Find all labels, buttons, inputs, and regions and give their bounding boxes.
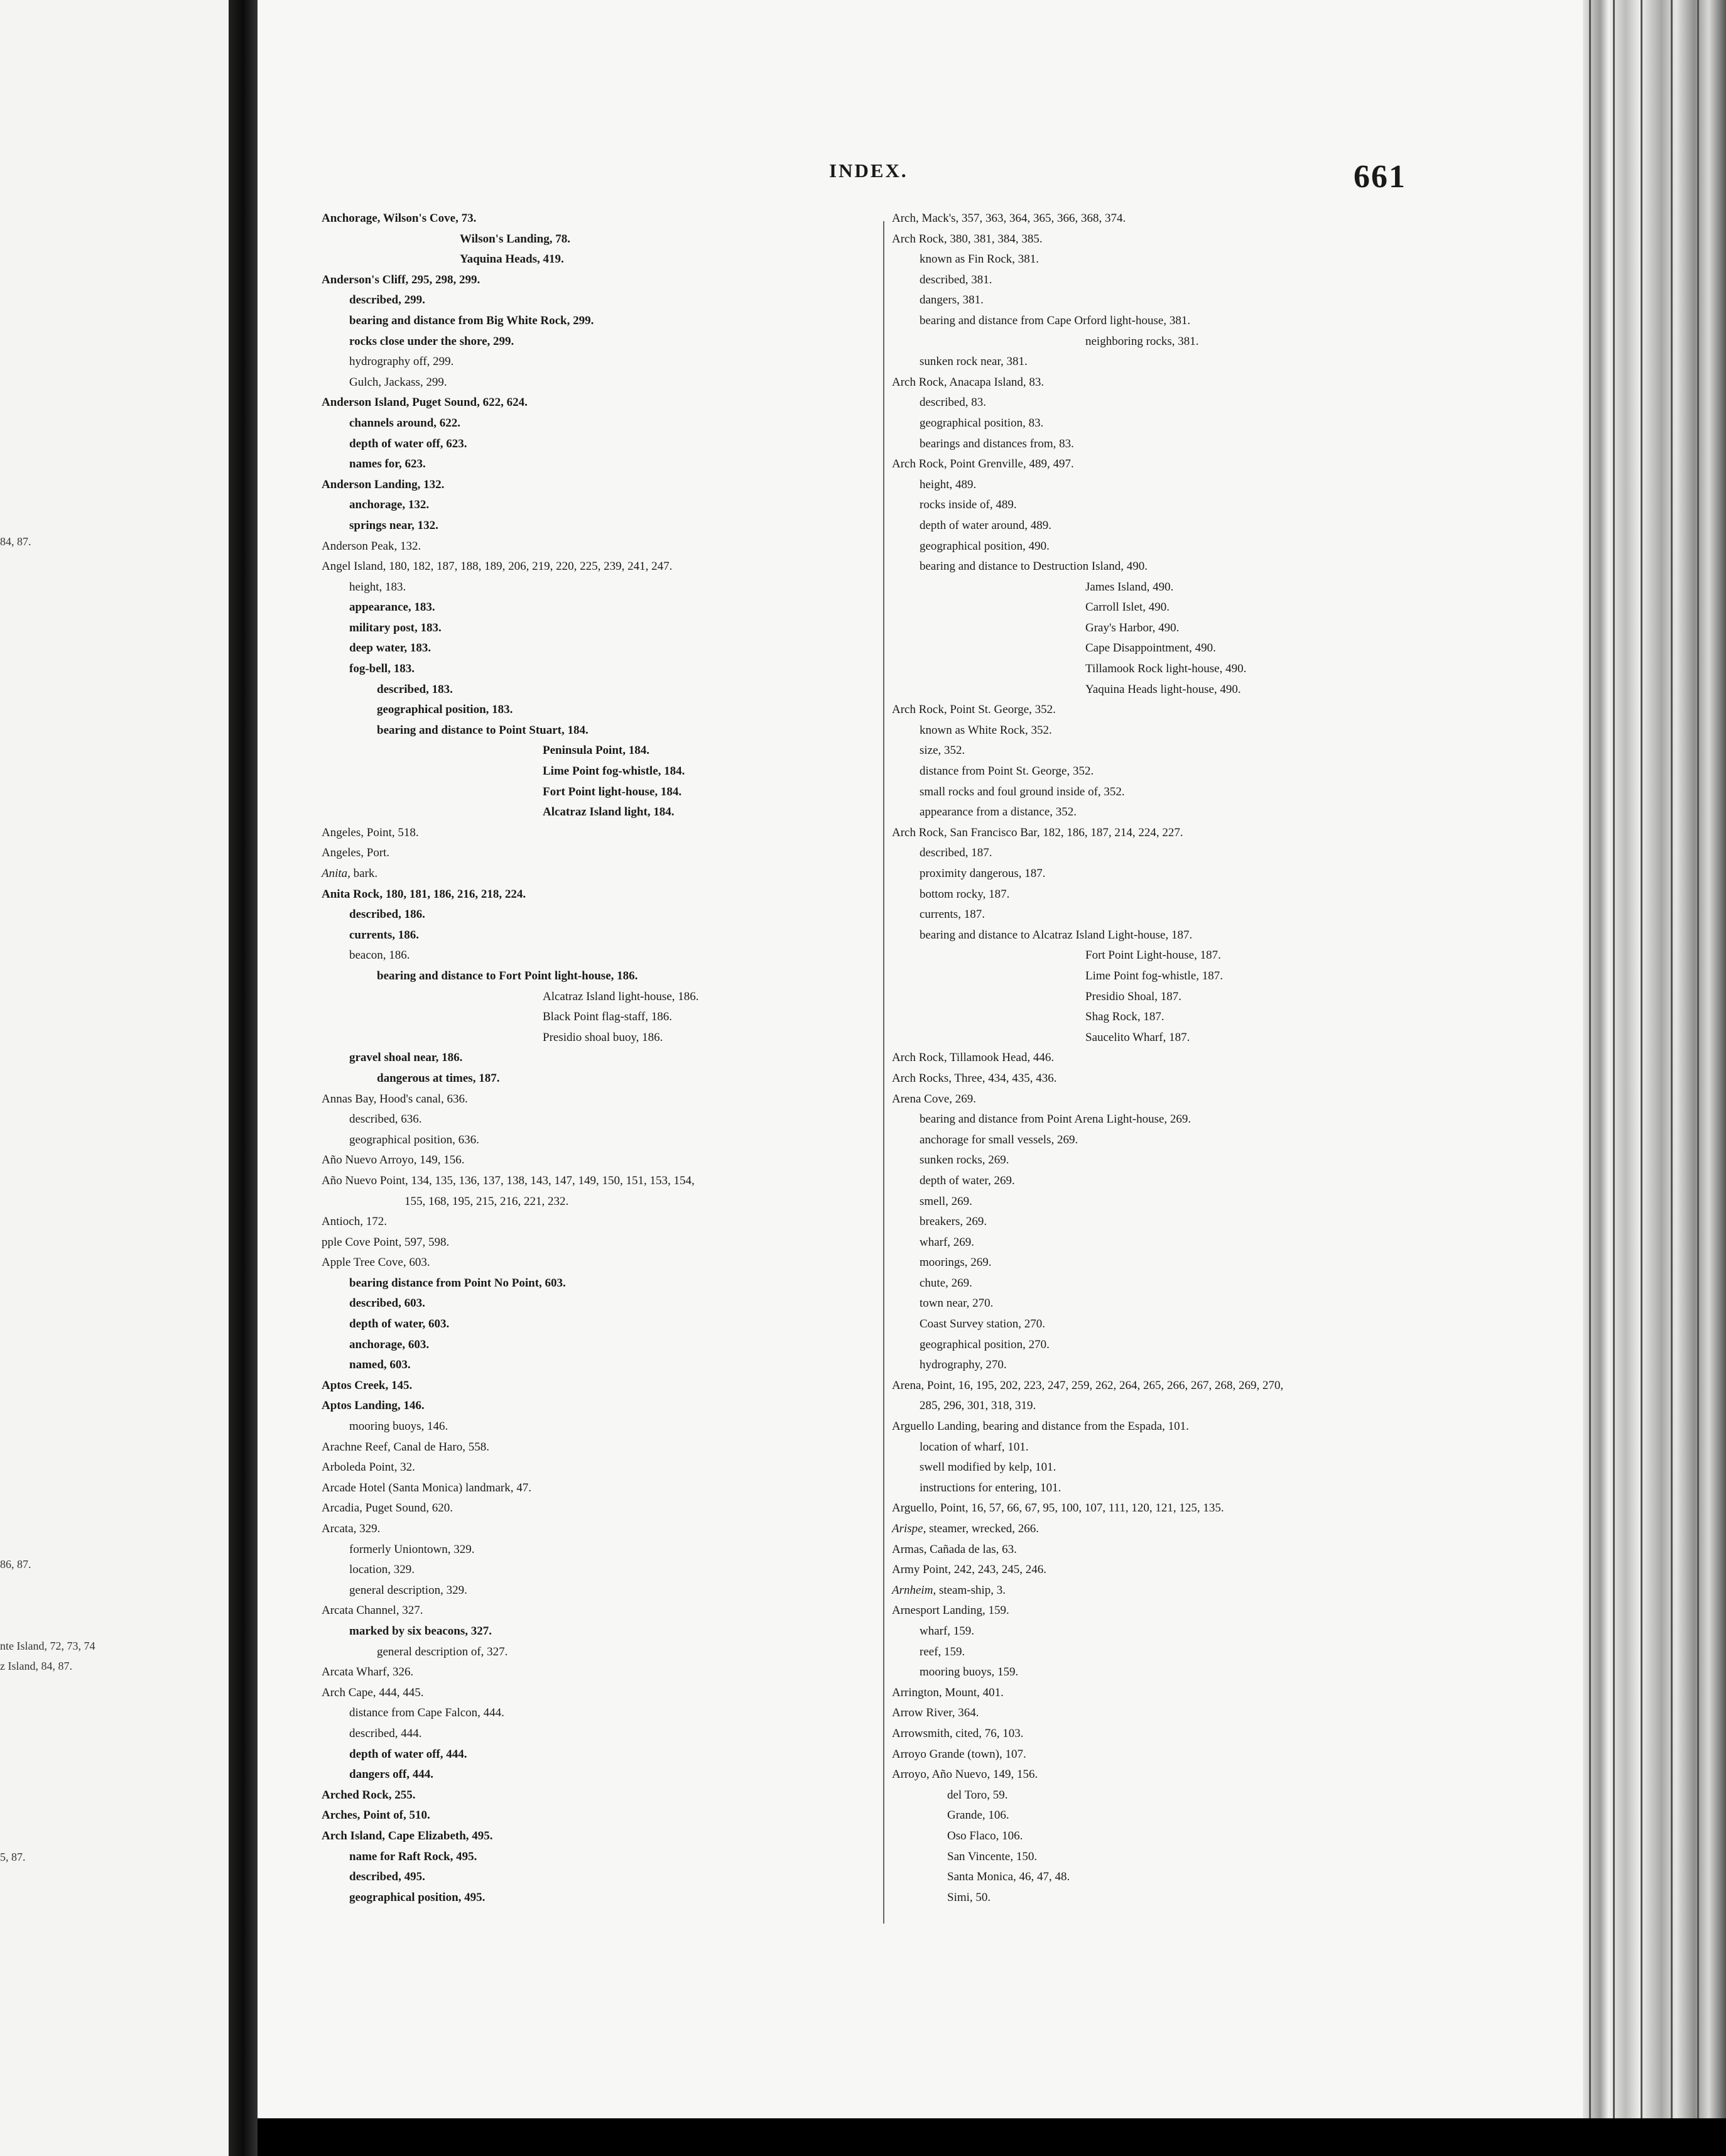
index-entry: 155, 168, 195, 215, 216, 221, 232. xyxy=(404,1194,569,1208)
facing-page-fragment: 86, 87. xyxy=(0,1558,31,1571)
index-entry: Arches, Point of, 510. xyxy=(322,1809,430,1822)
index-entry: geographical position, 183. xyxy=(377,703,513,717)
index-entry: geographical position, 83. xyxy=(920,416,1044,430)
index-entry: distance from Cape Falcon, 444. xyxy=(349,1706,504,1720)
index-entry: described, 636. xyxy=(349,1113,422,1126)
index-entry: dangers, 381. xyxy=(920,293,984,307)
index-entry: described, 299. xyxy=(349,293,425,307)
facing-page-fragment: 5, 87. xyxy=(0,1851,26,1863)
index-entry: described, 381. xyxy=(920,273,992,286)
index-column-right xyxy=(892,209,1283,1908)
facing-page xyxy=(0,0,229,2156)
index-entry: Cape Disappointment, 490. xyxy=(1085,641,1216,655)
index-entry: chute, 269. xyxy=(920,1276,972,1290)
index-entry: location of wharf, 101. xyxy=(920,1440,1029,1454)
index-entry: geographical position, 636. xyxy=(349,1133,479,1146)
index-entry: Arena, Point, 16, 195, 202, 223, 247, 259, 262, 264, 265, 266, 267, 268, 269, 270, xyxy=(892,1378,1284,1392)
index-entry: Anita Rock, 180, 181, 186, 216, 218, 224. xyxy=(322,887,526,901)
index-entry: described, 186. xyxy=(349,908,425,922)
index-column-left xyxy=(322,209,699,1908)
index-entry: Gulch, Jackass, 299. xyxy=(349,375,447,389)
index-entry: Arrow River, 364. xyxy=(892,1706,979,1720)
running-head: INDEX. xyxy=(829,160,908,182)
index-entry: Lime Point fog-whistle, 187. xyxy=(1085,969,1224,983)
index-entry: smell, 269. xyxy=(920,1194,972,1208)
index-entry: Yaquina Heads light-house, 490. xyxy=(1085,682,1241,696)
index-entry: Shag Rock, 187. xyxy=(1085,1010,1164,1024)
index-entry: deep water, 183. xyxy=(349,641,432,655)
index-entry: general description, 329. xyxy=(349,1583,467,1597)
index-entry: Anchorage, Wilson's Cove, 73. xyxy=(322,212,477,225)
index-entry: bearing and distance from Cape Orford light-house, 381. xyxy=(920,313,1191,327)
index-entry: small rocks and foul ground inside of, 352. xyxy=(920,785,1125,798)
index-entry: Arch Rock, Tillamook Head, 446. xyxy=(892,1051,1055,1065)
index-entry: Angeles, Point, 518. xyxy=(322,825,419,839)
index-entry: Arispe, steamer, wrecked, 266. xyxy=(892,1522,1039,1535)
index-entry: depth of water off, 444. xyxy=(349,1747,467,1761)
index-entry: pple Cove Point, 597, 598. xyxy=(322,1235,450,1249)
index-entry: Saucelito Wharf, 187. xyxy=(1085,1030,1190,1044)
index-entry: Arroyo, Año Nuevo, 149, 156. xyxy=(892,1768,1038,1782)
index-entry: James Island, 490. xyxy=(1085,580,1174,594)
index-entry: described, 444. xyxy=(349,1726,422,1740)
index-entry: mooring buoys, 159. xyxy=(920,1665,1019,1679)
index-entry: Arena Cove, 269. xyxy=(892,1092,977,1106)
index-entry: Oso Flaco, 106. xyxy=(947,1829,1023,1843)
index-entry: 285, 296, 301, 318, 319. xyxy=(920,1399,1036,1413)
index-entry: Arch Rock, 380, 381, 384, 385. xyxy=(892,232,1043,246)
index-entry: appearance from a distance, 352. xyxy=(920,805,1077,819)
index-entry: bearing and distance to Fort Point light-house, 186. xyxy=(377,969,638,983)
index-entry: described, 83. xyxy=(920,396,987,410)
index-entry: Anderson Landing, 132. xyxy=(322,477,445,491)
index-entry: depth of water, 269. xyxy=(920,1173,1015,1187)
index-entry: Presidio Shoal, 187. xyxy=(1085,989,1182,1003)
index-entry: anchorage, 132. xyxy=(349,498,430,512)
index-entry: described, 603. xyxy=(349,1297,425,1310)
index-entry: Alcatraz Island light, 184. xyxy=(543,805,675,819)
index-entry: instructions for entering, 101. xyxy=(920,1481,1061,1494)
index-entry: Santa Monica, 46, 47, 48. xyxy=(947,1870,1070,1884)
index-entry: Arguello, Point, 16, 57, 66, 67, 95, 100, 107, 111, 120, 121, 125, 135. xyxy=(892,1501,1224,1515)
index-entry: names for, 623. xyxy=(349,457,426,471)
index-entry: Fort Point Light-house, 187. xyxy=(1085,949,1221,962)
index-entry: Arch Rock, San Francisco Bar, 182, 186, 187, 214, 224, 227. xyxy=(892,825,1183,839)
index-entry: Anderson's Cliff, 295, 298, 299. xyxy=(322,273,480,286)
index-entry: distance from Point St. George, 352. xyxy=(920,765,1094,778)
index-entry: proximity dangerous, 187. xyxy=(920,867,1046,880)
index-entry: dangerous at times, 187. xyxy=(377,1071,500,1085)
index-entry: Año Nuevo Arroyo, 149, 156. xyxy=(322,1153,465,1167)
index-entry: bearing and distance to Destruction Island, 490. xyxy=(920,560,1148,574)
index-entry: depth of water around, 489. xyxy=(920,518,1051,532)
index-entry: Annas Bay, Hood's canal, 636. xyxy=(322,1092,468,1106)
index-entry: breakers, 269. xyxy=(920,1215,987,1229)
index-entry: Gray's Harbor, 490. xyxy=(1085,621,1180,634)
index-entry: geographical position, 490. xyxy=(920,539,1050,553)
index-entry: anchorage for small vessels, 269. xyxy=(920,1133,1078,1146)
index-entry: rocks close under the shore, 299. xyxy=(349,334,514,348)
index-entry: currents, 186. xyxy=(349,928,419,942)
index-entry: Army Point, 242, 243, 245, 246. xyxy=(892,1563,1046,1577)
index-entry: Peninsula Point, 184. xyxy=(543,744,649,758)
index-entry: hydrography, 270. xyxy=(920,1358,1007,1372)
index-entry: depth of water off, 623. xyxy=(349,437,467,450)
index-entry: general description of, 327. xyxy=(377,1645,508,1658)
index-entry: reef, 159. xyxy=(920,1645,965,1658)
index-entry: Tillamook Rock light-house, 490. xyxy=(1085,662,1247,676)
index-entry: Arch Cape, 444, 445. xyxy=(322,1685,424,1699)
index-entry: rocks inside of, 489. xyxy=(920,498,1017,512)
index-entry: anchorage, 603. xyxy=(349,1337,430,1351)
index-entry: gravel shoal near, 186. xyxy=(349,1051,463,1065)
index-entry: Alcatraz Island light-house, 186. xyxy=(543,989,699,1003)
index-entry: Arch Rock, Point St. George, 352. xyxy=(892,703,1056,717)
index-entry: dangers off, 444. xyxy=(349,1768,434,1782)
index-entry: named, 603. xyxy=(349,1358,411,1372)
facing-page-fragment: z Island, 84, 87. xyxy=(0,1660,72,1672)
index-entry: beacon, 186. xyxy=(349,949,410,962)
facing-page-fragment: nte Island, 72, 73, 74 xyxy=(0,1640,95,1652)
index-entry: height, 183. xyxy=(349,580,406,594)
index-entry: known as Fin Rock, 381. xyxy=(920,253,1039,266)
index-entry: town near, 270. xyxy=(920,1297,994,1310)
index-entry: Arguello Landing, bearing and distance from the Espada, 101. xyxy=(892,1420,1189,1434)
index-entry: Arachne Reef, Canal de Haro, 558. xyxy=(322,1440,489,1454)
index-entry: moorings, 269. xyxy=(920,1256,992,1270)
index-entry: Arrowsmith, cited, 76, 103. xyxy=(892,1726,1024,1740)
index-entry: Arcade Hotel (Santa Monica) landmark, 47. xyxy=(322,1481,531,1494)
index-entry: Coast Survey station, 270. xyxy=(920,1317,1046,1331)
index-entry: channels around, 622. xyxy=(349,416,461,430)
index-entry: Angeles, Port. xyxy=(322,846,390,860)
index-entry: sunken rocks, 269. xyxy=(920,1153,1009,1167)
index-entry: bearings and distances from, 83. xyxy=(920,437,1074,450)
index-entry: depth of water, 603. xyxy=(349,1317,450,1331)
index-entry: Arnesport Landing, 159. xyxy=(892,1604,1009,1618)
index-entry: known as White Rock, 352. xyxy=(920,723,1052,737)
index-entry: Angel Island, 180, 182, 187, 188, 189, 206, 219, 220, 225, 239, 241, 247. xyxy=(322,560,673,574)
index-entry: Arcata Channel, 327. xyxy=(322,1604,423,1618)
index-entry: Arch Rocks, Three, 434, 435, 436. xyxy=(892,1071,1057,1085)
index-entry: mooring buoys, 146. xyxy=(349,1420,448,1434)
index-entry: described, 183. xyxy=(377,682,453,696)
index-entry: swell modified by kelp, 101. xyxy=(920,1461,1056,1474)
index-entry: sunken rock near, 381. xyxy=(920,355,1028,369)
index-entry: Arcata, 329. xyxy=(322,1522,381,1535)
index-entry: military post, 183. xyxy=(349,621,442,634)
index-entry: bearing distance from Point No Point, 603. xyxy=(349,1276,566,1290)
index-entry: bearing and distance from Big White Rock, 299. xyxy=(349,313,594,327)
index-entry: name for Raft Rock, 495. xyxy=(349,1849,477,1863)
bottom-shadow xyxy=(258,2118,1726,2156)
index-entry: Presidio shoal buoy, 186. xyxy=(543,1030,663,1044)
book-gutter xyxy=(229,0,258,2156)
index-entry: San Vincente, 150. xyxy=(947,1849,1038,1863)
index-entry: neighboring rocks, 381. xyxy=(1085,334,1199,348)
index-entry: hydrography off, 299. xyxy=(349,355,454,369)
index-entry: del Toro, 59. xyxy=(947,1788,1008,1802)
index-entry: bottom rocky, 187. xyxy=(920,887,1010,901)
index-entry: Arroyo Grande (town), 107. xyxy=(892,1747,1026,1761)
index-entry: Black Point flag-staff, 186. xyxy=(543,1010,672,1024)
index-entry: Arch Rock, Point Grenville, 489, 497. xyxy=(892,457,1074,471)
index-entry: Fort Point light-house, 184. xyxy=(543,785,682,798)
index-entry: location, 329. xyxy=(349,1563,415,1577)
index-entry: springs near, 132. xyxy=(349,518,438,532)
index-entry: Armas, Cañada de las, 63. xyxy=(892,1542,1017,1556)
index-entry: Apple Tree Cove, 603. xyxy=(322,1256,430,1270)
index-entry: Antioch, 172. xyxy=(322,1215,387,1229)
page-number: 661 xyxy=(1354,159,1406,195)
index-entry: Yaquina Heads, 419. xyxy=(460,253,564,266)
page-edges xyxy=(1583,0,1726,2118)
index-entry: Lime Point fog-whistle, 184. xyxy=(543,765,685,778)
index-entry: formerly Uniontown, 329. xyxy=(349,1542,475,1556)
index-entry: height, 489. xyxy=(920,477,977,491)
index-entry: Arch Island, Cape Elizabeth, 495. xyxy=(322,1829,493,1843)
index-entry: described, 187. xyxy=(920,846,992,860)
index-entry: Anderson Island, Puget Sound, 622, 624. xyxy=(322,396,528,410)
index-entry: fog-bell, 183. xyxy=(349,662,415,676)
index-entry: geographical position, 270. xyxy=(920,1337,1050,1351)
index-entry: Grande, 106. xyxy=(947,1809,1009,1822)
index-entry: bearing and distance to Point Stuart, 184. xyxy=(377,723,589,737)
index-entry: appearance, 183. xyxy=(349,601,435,614)
index-entry: Wilson's Landing, 78. xyxy=(460,232,571,246)
column-rule xyxy=(883,221,884,1924)
index-entry: Arcadia, Puget Sound, 620. xyxy=(322,1501,453,1515)
index-entry: Arch, Mack's, 357, 363, 364, 365, 366, 368, 374. xyxy=(892,212,1126,225)
index-entry: geographical position, 495. xyxy=(349,1890,486,1904)
index-entry: Arnheim, steam-ship, 3. xyxy=(892,1583,1006,1597)
facing-page-fragment: 84, 87. xyxy=(0,535,31,548)
index-entry: Arboleda Point, 32. xyxy=(322,1461,415,1474)
index-entry: Arcata Wharf, 326. xyxy=(322,1665,414,1679)
index-entry: Año Nuevo Point, 134, 135, 136, 137, 138, 143, 147, 149, 150, 151, 153, 154, xyxy=(322,1173,695,1187)
index-entry: Carroll Islet, 490. xyxy=(1085,601,1170,614)
index-entry: marked by six beacons, 327. xyxy=(349,1624,492,1638)
index-entry: Arched Rock, 255. xyxy=(322,1788,416,1802)
index-entry: Arch Rock, Anacapa Island, 83. xyxy=(892,375,1045,389)
index-entry: wharf, 269. xyxy=(920,1235,975,1249)
index-entry: Aptos Landing, 146. xyxy=(322,1399,425,1413)
index-entry: Arrington, Mount, 401. xyxy=(892,1685,1004,1699)
index-entry: Anderson Peak, 132. xyxy=(322,539,421,553)
index-entry: currents, 187. xyxy=(920,908,985,922)
index-entry: Anita, bark. xyxy=(322,867,378,880)
index-entry: bearing and distance from Point Arena Light-house, 269. xyxy=(920,1113,1191,1126)
index-entry: described, 495. xyxy=(349,1870,425,1884)
index-entry: wharf, 159. xyxy=(920,1624,975,1638)
index-entry: bearing and distance to Alcatraz Island Light-house, 187. xyxy=(920,928,1193,942)
index-entry: Simi, 50. xyxy=(947,1890,991,1904)
index-entry: Aptos Creek, 145. xyxy=(322,1378,413,1392)
index-entry: size, 352. xyxy=(920,744,965,758)
